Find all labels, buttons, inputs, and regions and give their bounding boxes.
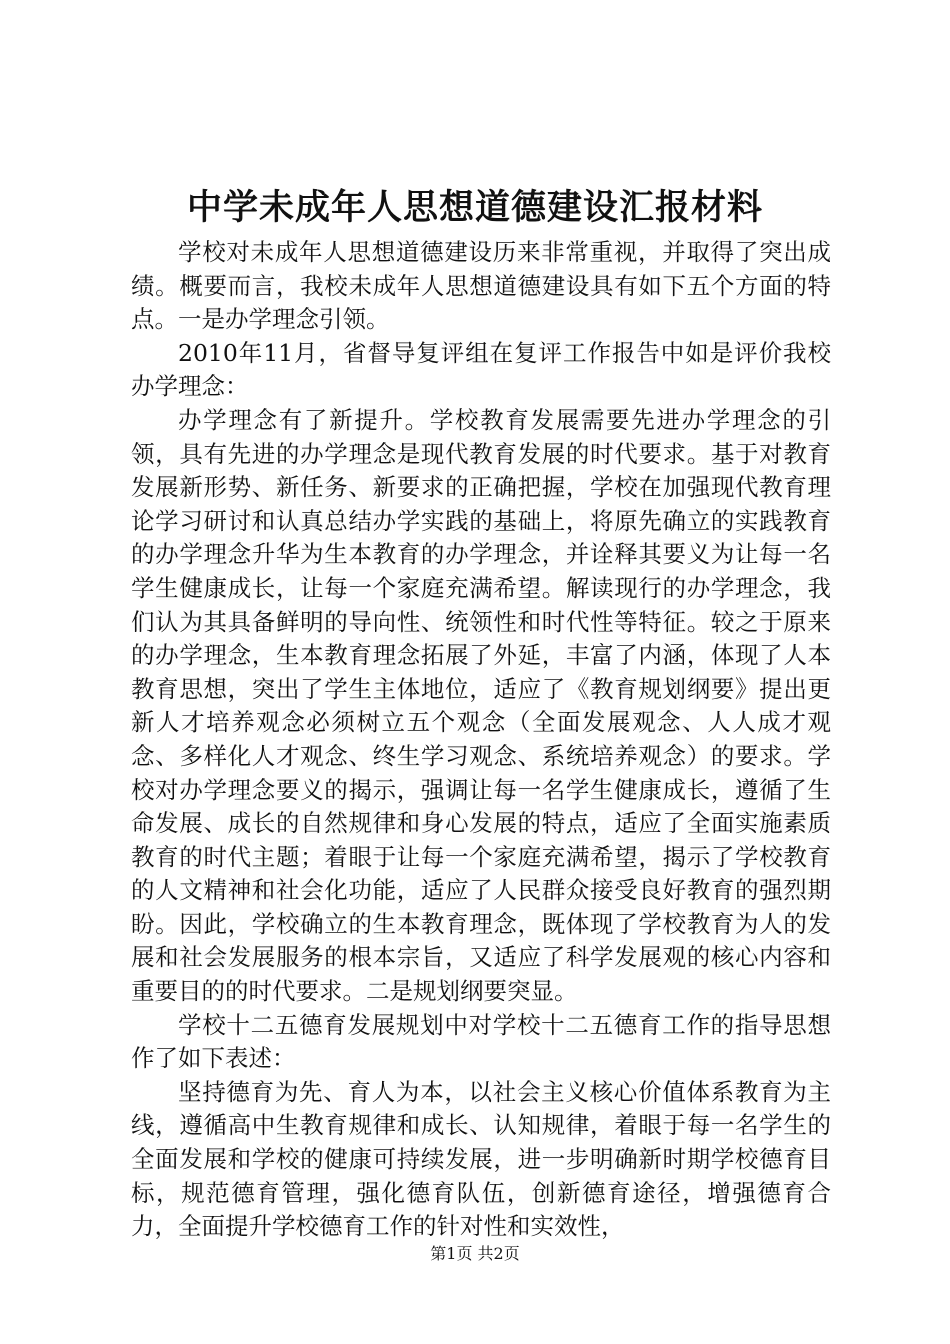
- paragraph-guiding-ideology: 坚持德育为先、育人为本，以社会主义核心价值体系教育为主线，遵循高中生教育规律和成长、认知规律，着眼于每一名学生的全面发展和学校的健康可持续发展，进一步明确新时期学校德育目标，规范德育管理，强化德育队伍，创新德育途径，增强德育合力，全面提升学校德育工作的针对性和实效性，: [131, 1077, 831, 1241]
- paragraph-intro: 学校对未成年人思想道德建设历来非常重视，并取得了突出成绩。概要而言，我校未成年人思想道德建设具有如下五个方面的特点。一是办学理念引领。: [131, 238, 831, 334]
- document-title: 中学未成年人思想道德建设汇报材料: [186, 188, 763, 228]
- paragraph-plan-intro: 学校十二五德育发展规划中对学校十二五德育工作的指导思想作了如下表述：: [131, 1010, 831, 1073]
- paragraph-school-philosophy: 办学理念有了新提升。学校教育发展需要先进办学理念的引领，具有先进的办学理念是现代教育发展的时代要求。基于对教育发展新形势、新任务、新要求的正确把握，学校在加强现代教育理论学习研讨和认真总结办学实践的基础上，将原先确立的实践教育的办学理念升华为生本教育的办学理念，并诠释其要义为让每一名学生健康成长，让每一个家庭充满希望。解读现行的办学理念，我们认为其具备鲜明的导向性、统领性和时代性等特征。较之于原来的办学理念，生本教育理念拓展了外延，丰富了内涵，体现了人本教育思想，突出了学生主体地位，适应了《教育规划纲要》提出更新人才培养观念必须树立五个观念（全面发展观念、人人成才观念、多样化人才观念、终生学习观念、系统培养观念）的要求。学校对办学理念要义的揭示，强调让每一名学生健康成长，遵循了生命发展、成长的自然规律和身心发展的特点，适应了全面实施素质教育的时代主题；着眼于让每一个家庭充满希望，揭示了学校教育的人文精神和社会化功能，适应了人民群众接受良好教育的强烈期盼。因此，学校确立的生本教育理念，既体现了学校教育为人的发展和社会发展服务的根本宗旨，又适应了科学发展观的核心内容和重要目的的时代要求。二是规划纲要突显。: [131, 405, 831, 1006]
- paragraph-evaluation-intro: 2010年11月，省督导复评组在复评工作报告中如是评价我校办学理念：: [131, 338, 831, 401]
- document-body: [131, 236, 831, 1244]
- page-number-footer: 第1页 共2页: [430, 1244, 520, 1263]
